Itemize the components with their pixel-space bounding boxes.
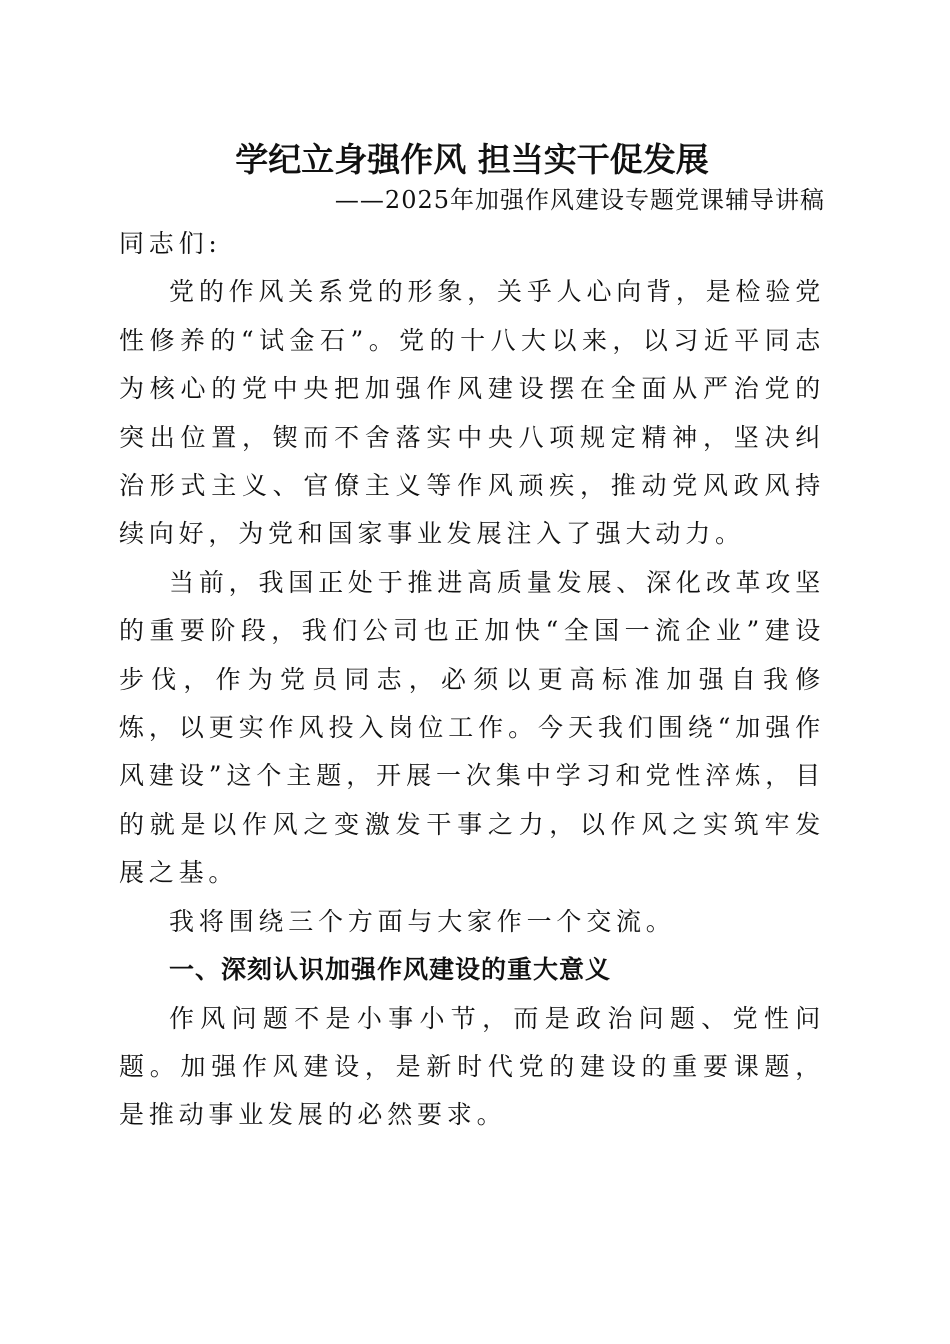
document-subtitle: ——2025年加强作风建设专题党课辅导讲稿 xyxy=(334,186,825,214)
paragraph-context: 当前，我国正处于推进高质量发展、深化改革攻坚的重要阶段，我们公司也正加快“全国一流企业”建设步伐，作为党员同志，必须以更高标准加强自我修炼，以更实作风投入岗位工作。今天我们围绕“加强作风建设”这个主题，开展一次集中学习和党性淬炼，目的就是以作风之变激发干事之力，以作风之实筑牢发展之基。 xyxy=(119,567,825,888)
paragraph-intro: 党的作风关系党的形象，关乎人心向背，是检验党性修养的“试金石”。党的十八大以来，以习近平同志为核心的党中央把加强作风建设摆在全面从严治党的突出位置，锲而不舍落实中央八项规定精神，坚决纠治形式主义、官僚主义等作风顽疾，推动党风政风持续向好，为党和国家事业发展注入了强大动力。 xyxy=(119,277,825,549)
greeting: 同志们: xyxy=(119,229,222,258)
paragraph-outline: 我将围绕三个方面与大家作一个交流。 xyxy=(169,906,676,936)
document-title: 学纪立身强作风 担当实干促发展 xyxy=(235,140,709,179)
document-content xyxy=(119,132,825,1140)
section-heading: 一、深刻认识加强作风建设的重大意义 xyxy=(169,955,612,985)
section-paragraph: 作风问题不是小事小节，而是政治问题、党性问题。加强作风建设，是新时代党的建设的重要课题，是推动事业发展的必然要求。 xyxy=(119,1003,825,1130)
